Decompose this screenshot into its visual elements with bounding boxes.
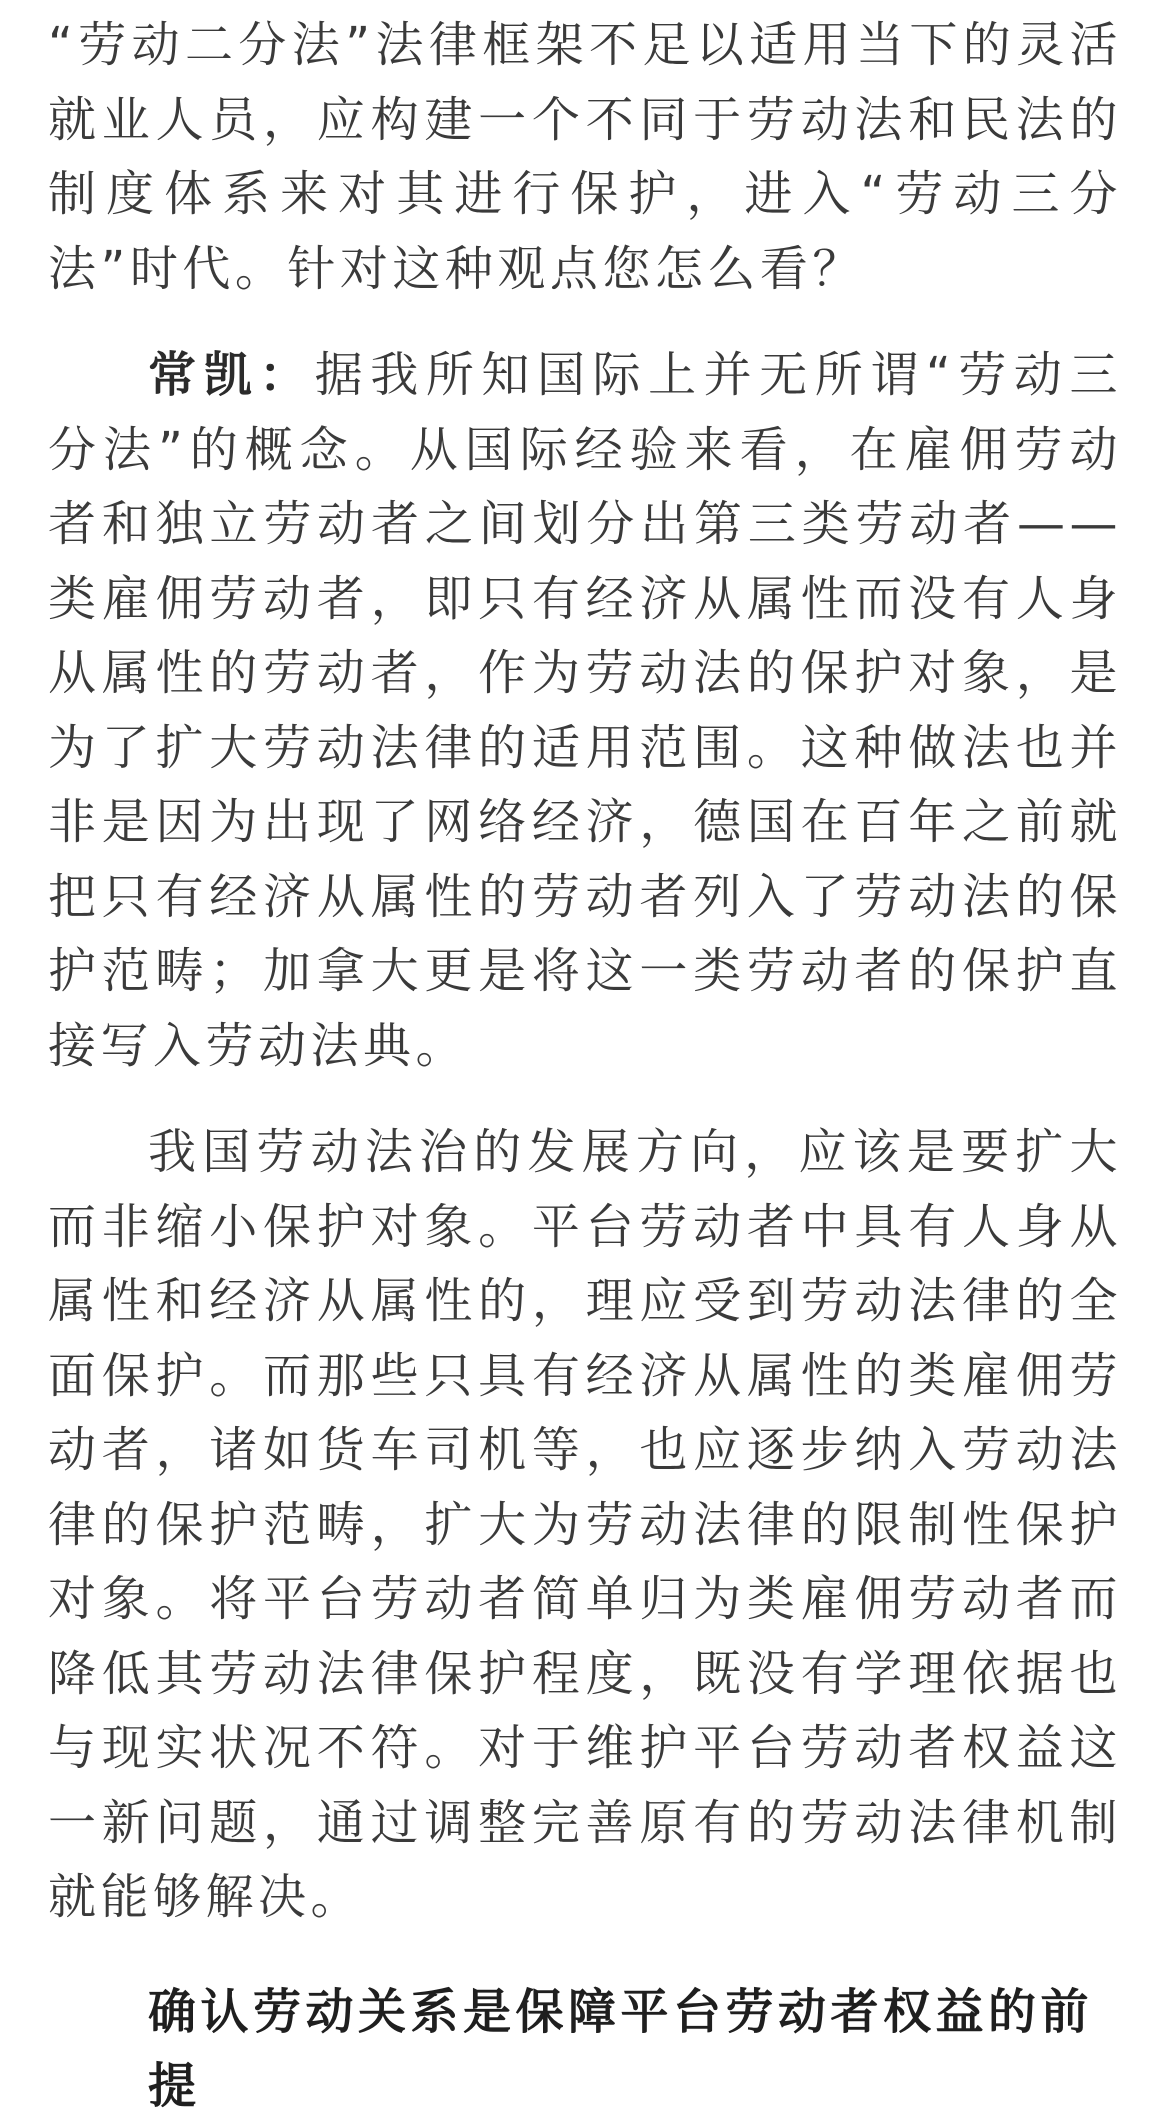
section-heading: 确认劳动关系是保障平台劳动者权益的前提 [148, 1983, 1094, 2114]
answer-paragraph [48, 338, 1122, 1083]
speaker-name: 常凯： [148, 347, 315, 403]
question-paragraph: “劳动二分法”法律框架不足以适用当下的灵活就业人员，应构建一个不同于劳动法和民法的制度体系来对其进行保护，进入“劳动三分法”时代。针对这种观点您怎么看？ [48, 17, 1122, 297]
answer-text: 据我所知国际上并无所谓“劳动三分法”的概念。从国际经验来看，在雇佣劳动者和独立劳动者之间划分出第三类劳动者——类雇佣劳动者，即只有经济从属性而没有人身从属性的劳动者，作为劳动法的保护对象，是为了扩大劳动法律的适用范围。这种做法也并非是因为出现了网络经济，德国在百年之前就把只有经济从属性的劳动者列入了劳动法的保护范畴；加拿大更是将这一类劳动者的保护直接写入劳动法典。 [48, 347, 1122, 1074]
article-body [48, 0, 1122, 2123]
body-paragraph: 我国劳动法治的发展方向，应该是要扩大而非缩小保护对象。平台劳动者中具有人身从属性和经济从属性的，理应受到劳动法律的全面保护。而那些只具有经济从属性的类雇佣劳动者，诸如货车司机等，也应逐步纳入劳动法律的保护范畴，扩大为劳动法律的限制性保护对象。将平台劳动者简单归为类雇佣劳动者而降低其劳动法律保护程度，既没有学理依据也与现实状况不符。对于维护平台劳动者权益这一新问题，通过调整完善原有的劳动法律机制就能够解决。 [48, 1124, 1122, 1925]
